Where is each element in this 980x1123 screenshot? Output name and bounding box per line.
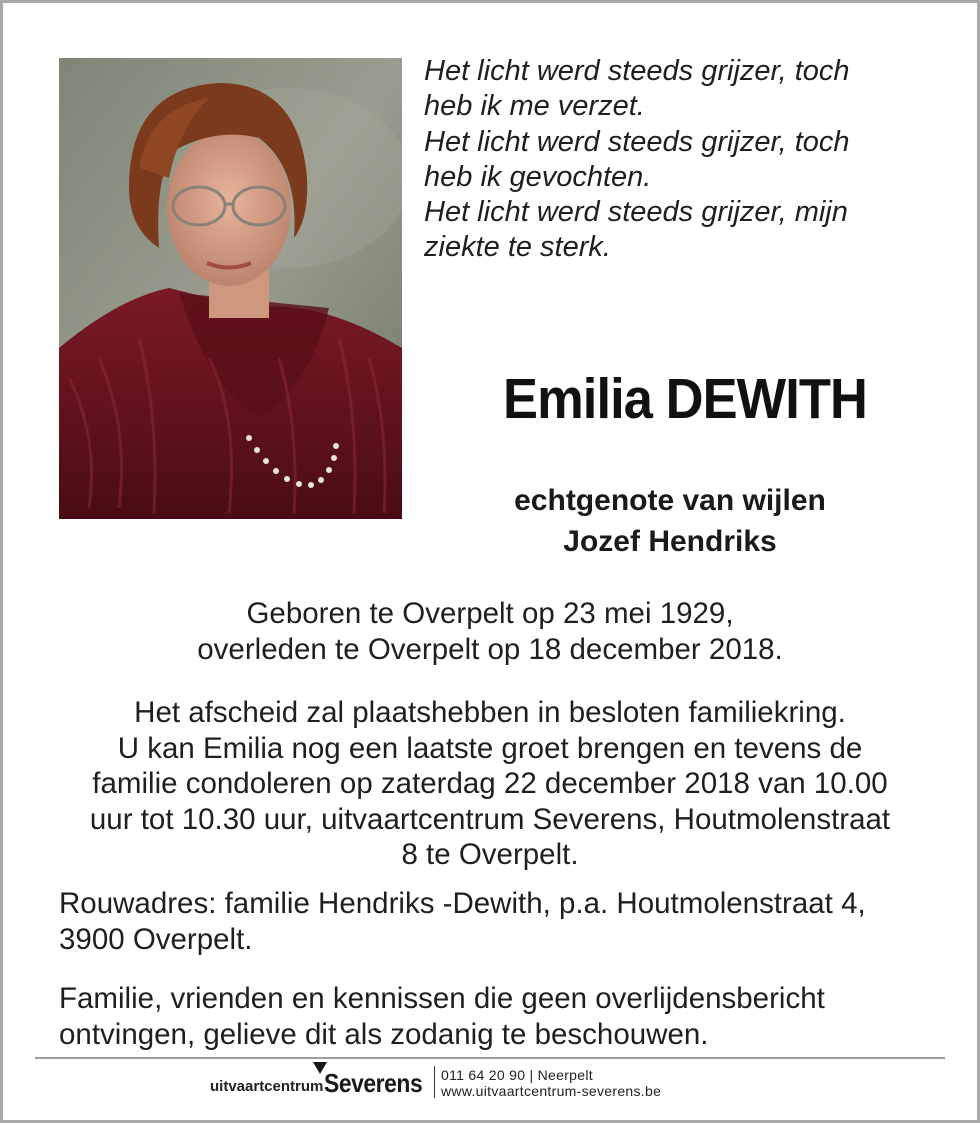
brand-prefix: uitvaartcentrum (210, 1078, 324, 1095)
farewell-line: 8 te Overpelt. (401, 838, 579, 872)
notice-line: ontvingen, gelieve dit als zodanig te beschouwen. (59, 1017, 709, 1051)
birth-line: Geboren te Overpelt op 23 mei 1929, (246, 597, 734, 630)
poem-verse (424, 54, 944, 266)
death-line: overleden te Overpelt op 18 december 2018. (197, 632, 783, 666)
poem-line: heb ik gevochten. (424, 160, 652, 193)
address-line: Rouwadres: familie Hendriks -Dewith, p.a. Houtmolenstraat 4, (59, 887, 866, 920)
farewell-line: U kan Emilia nog een laatste groet brengen en tevens de (117, 731, 863, 765)
farewell-line: familie condoleren op zaterdag 22 december 2018 van 10.00 (92, 767, 888, 801)
birth-death-dates (40, 596, 940, 667)
spouse-info (420, 480, 920, 562)
farewell-info (40, 695, 940, 873)
phone-line: 011 64 20 90 | Neerpelt (441, 1067, 593, 1083)
spouse-relation: echtgenote van wijlen (514, 484, 826, 517)
notice-text (59, 981, 939, 1052)
farewell-line: uur tot 10.30 uur, uitvaartcentrum Severens, Houtmolenstraat (89, 802, 891, 836)
deceased-name: Emilia DEWITH (503, 367, 867, 431)
mourning-address (59, 886, 939, 957)
funeral-home-footer (210, 1062, 770, 1102)
notice-line: Familie, vrienden en kennissen die geen overlijdensbericht (59, 982, 825, 1015)
address-line: 3900 Overpelt. (59, 922, 253, 956)
poem-line: Het licht werd steeds grijzer, toch (424, 125, 850, 158)
poem-line: heb ik me verzet. (424, 90, 645, 123)
footer-separator (434, 1066, 435, 1098)
poem-line: Het licht werd steeds grijzer, mijn (424, 196, 848, 229)
poem-line: ziekte te sterk. (424, 231, 611, 264)
poem-line: Het licht werd steeds grijzer, toch (424, 55, 850, 87)
farewell-line: Het afscheid zal plaatshebben in besloten familiekring. (134, 696, 846, 729)
footer-divider (35, 1057, 945, 1059)
brand-name: Severens (324, 1068, 423, 1098)
portrait-photo (59, 58, 402, 519)
contact-info (441, 1067, 661, 1099)
spouse-name: Jozef Hendriks (563, 525, 777, 558)
website-link[interactable]: www.uitvaartcentrum-severens.be (441, 1083, 662, 1099)
